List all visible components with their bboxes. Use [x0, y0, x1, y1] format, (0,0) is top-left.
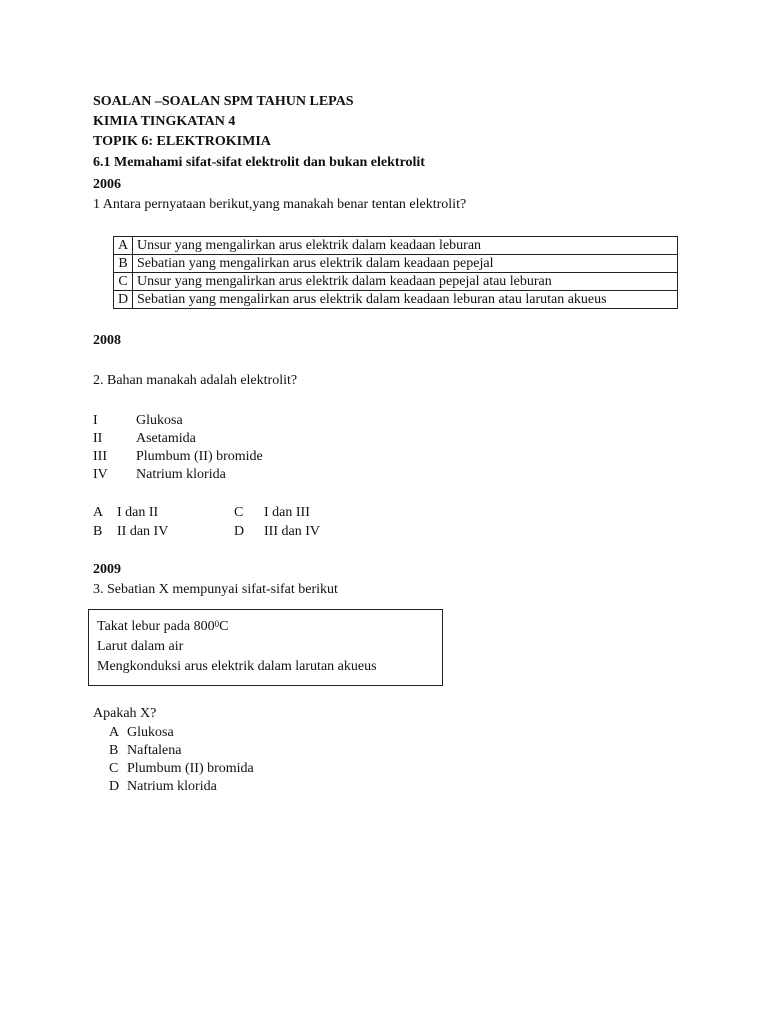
- option-letter: A: [109, 725, 120, 740]
- melting-point-unit: C: [219, 619, 229, 634]
- properties-box: [88, 609, 443, 686]
- item-numeral: III: [93, 449, 107, 464]
- item-text: Asetamida: [136, 431, 196, 446]
- doc-subtitle: KIMIA TINGKATAN 4: [93, 114, 236, 129]
- item-numeral: I: [93, 413, 98, 428]
- item-numeral: IV: [93, 467, 108, 482]
- choice-letter: A: [93, 505, 104, 520]
- option-letter: B: [109, 743, 119, 758]
- topic-heading: TOPIK 6: ELEKTROKIMIA: [93, 134, 271, 149]
- choice-text: I dan II: [117, 505, 159, 520]
- option-text: Unsur yang mengalirkan arus elektrik dalam keadaan leburan: [133, 237, 678, 255]
- option-letter: C: [114, 273, 133, 291]
- section-heading: 6.1 Memahami sifat-sifat elektrolit dan bukan elektrolit: [93, 155, 425, 170]
- degree-superscript: 0: [214, 619, 220, 629]
- choice-letter: C: [234, 505, 244, 520]
- year-2009: 2009: [93, 562, 121, 577]
- option-text: Sebatian yang mengalirkan arus elektrik dalam keadaan leburan atau larutan akueus: [133, 291, 678, 309]
- choice-text: I dan III: [264, 505, 310, 520]
- option-row-a: [114, 237, 678, 255]
- melting-point-line: [97, 618, 228, 636]
- option-text: Naftalena: [127, 743, 182, 758]
- option-text: Glukosa: [127, 725, 174, 740]
- year-2006: 2006: [93, 177, 121, 192]
- item-text: Glukosa: [136, 413, 183, 428]
- choice-text: II dan IV: [117, 524, 169, 539]
- option-row-d: [114, 291, 678, 309]
- option-letter: C: [109, 761, 119, 776]
- item-text: Natrium klorida: [136, 467, 226, 482]
- option-row-c: [114, 273, 678, 291]
- option-letter: D: [114, 291, 133, 309]
- question-1-options-table: [113, 236, 678, 309]
- question-3-prompt: Apakah X?: [93, 706, 157, 721]
- option-letter: A: [114, 237, 133, 255]
- choice-text: III dan IV: [264, 524, 320, 539]
- option-letter: D: [109, 779, 120, 794]
- option-row-b: [114, 255, 678, 273]
- item-numeral: II: [93, 431, 103, 446]
- choice-letter: D: [234, 524, 245, 539]
- option-text: Sebatian yang mengalirkan arus elektrik dalam keadaan pepejal: [133, 255, 678, 273]
- option-text: Unsur yang mengalirkan arus elektrik dalam keadaan pepejal atau leburan: [133, 273, 678, 291]
- item-text: Plumbum (II) bromide: [136, 449, 263, 464]
- option-text: Natrium klorida: [127, 779, 217, 794]
- melting-point-text: Takat lebur pada 800: [97, 619, 215, 634]
- choice-letter: B: [93, 524, 103, 539]
- option-letter: B: [114, 255, 133, 273]
- option-text: Plumbum (II) bromida: [127, 761, 254, 776]
- solubility-line: Larut dalam air: [97, 639, 184, 654]
- question-1-text: 1 Antara pernyataan berikut,yang manakah benar tentan elektrolit?: [93, 197, 467, 212]
- year-2008: 2008: [93, 333, 121, 348]
- doc-title: SOALAN –SOALAN SPM TAHUN LEPAS: [93, 94, 354, 109]
- question-3-text: 3. Sebatian X mempunyai sifat-sifat berikut: [93, 582, 338, 597]
- conductivity-line: Mengkonduksi arus elektrik dalam larutan akueus: [97, 659, 377, 674]
- question-2-text: 2. Bahan manakah adalah elektrolit?: [93, 373, 298, 388]
